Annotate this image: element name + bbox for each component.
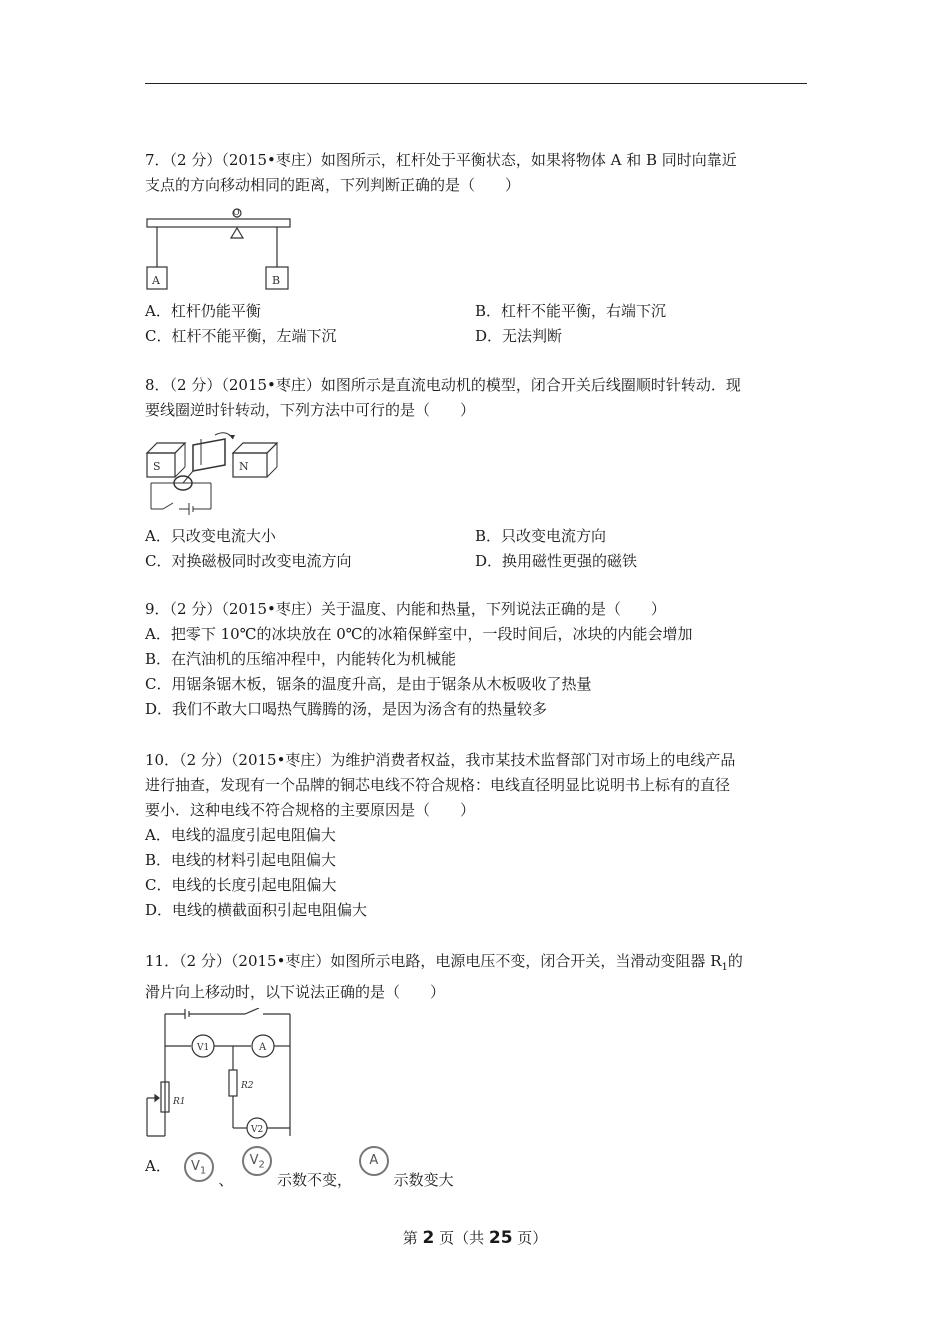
current-page-number: 2 <box>422 1228 435 1248</box>
block-a-label: A <box>152 274 160 287</box>
block-b-label: B <box>272 274 281 287</box>
voltmeter-v2-icon: $V_2$ <box>242 1146 272 1176</box>
q7-line2: 支点的方向移动相同的距离，下列判断正确的是（ ） <box>145 176 521 194</box>
q11-option-a-text1: 示数不变， <box>276 1171 352 1189</box>
header-rule <box>145 83 807 84</box>
lever-pivot-label: O <box>233 208 240 217</box>
q7-option-b[interactable]: B．杠杆不能平衡，右端下沉 <box>475 302 667 320</box>
magnet-s-label: S <box>153 460 161 473</box>
q10-option-b[interactable]: B．电线的材料引起电阻偏大 <box>145 851 337 869</box>
circuit-v2-label: V2 <box>251 1125 264 1135</box>
q7-option-c[interactable]: C．杠杆不能平衡，左端下沉 <box>145 327 337 345</box>
q9-option-c[interactable]: C．用锯条锯木板，锯条的温度升高，是由于锯条从木板吸收了热量 <box>145 675 592 693</box>
motor-figure <box>145 425 285 517</box>
q7-options <box>145 299 807 349</box>
q7-line1: 7．（2 分）（2015•枣庄）如图所示，杠杆处于平衡状态，如果将物体 A 和 B 同时向靠近 <box>145 151 737 169</box>
q10-option-d[interactable]: D．电线的横截面积引起电阻偏大 <box>145 901 368 919</box>
question-7 <box>145 148 807 198</box>
magnet-n-label: N <box>239 460 249 473</box>
q8-line1: 8．（2 分）（2015•枣庄）如图所示是直流电动机的模型，闭合开关后线圈顺时针转动．现 <box>145 376 741 394</box>
q10-line1: 10．（2 分）（2015•枣庄）为维护消费者权益，我市某技术监督部门对市场上的电线产品 <box>145 751 736 769</box>
q7-option-a[interactable]: A．杠杆仍能平衡 <box>145 302 261 320</box>
question-9 <box>145 597 807 722</box>
circuit-figure <box>145 1008 295 1144</box>
q9-option-b[interactable]: B．在汽油机的压缩冲程中，内能转化为机械能 <box>145 650 457 668</box>
total-page-number: 25 <box>488 1228 513 1248</box>
q10-line2: 进行抽查，发现有一个品牌的铜芯电线不符合规格：电线直径明显比说明书上标有的直径 <box>145 776 731 794</box>
q9-line1: 9．（2 分）（2015•枣庄）关于温度、内能和热量，下列说法正确的是（ ） <box>145 600 666 618</box>
q8-options <box>145 524 807 574</box>
q8-line2: 要线圈逆时针转动，下列方法中可行的是（ ） <box>145 401 476 419</box>
q9-option-d[interactable]: D．我们不敢大口喝热气腾腾的汤，是因为汤含有的热量较多 <box>145 700 548 718</box>
q11-option-a[interactable] <box>145 1152 807 1189</box>
q9-option-a[interactable]: A．把零下 10℃的冰块放在 0℃的冰箱保鲜室中，一段时间后，冰块的内能会增加 <box>145 625 693 643</box>
q11-option-a-sep: 、 <box>218 1171 234 1189</box>
question-11 <box>145 949 807 1005</box>
lever-figure <box>145 205 295 293</box>
ammeter-a-icon: A <box>359 1146 389 1176</box>
q8-option-d[interactable]: D．换用磁性更强的磁铁 <box>475 552 638 570</box>
q10-line3: 要小．这种电线不符合规格的主要原因是（ ） <box>145 801 476 819</box>
question-10 <box>145 748 807 923</box>
page-footer: 第 2 页（共 25 页） <box>402 1228 548 1248</box>
circuit-r1-label: R1 <box>173 1097 186 1107</box>
q11-line2: 滑片向上移动时，以下说法正确的是（ ） <box>145 983 446 1001</box>
q8-option-c[interactable]: C．对换磁极同时改变电流方向 <box>145 552 352 570</box>
circuit-r2-label: R2 <box>241 1081 254 1091</box>
q8-option-a[interactable]: A．只改变电流大小 <box>145 527 276 545</box>
q7-option-d[interactable]: D．无法判断 <box>475 327 563 345</box>
q11-option-a-text2: 示数变大 <box>393 1171 454 1189</box>
q11-line1: 11．（2 分）（2015•枣庄）如图所示电路，电源电压不变，闭合开关，当滑动变阻器 $R_1$的 <box>145 952 743 973</box>
question-8 <box>145 373 807 423</box>
q10-option-a[interactable]: A．电线的温度引起电阻偏大 <box>145 826 336 844</box>
q10-option-c[interactable]: C．电线的长度引起电阻偏大 <box>145 876 337 894</box>
circuit-a-label: A <box>259 1042 267 1053</box>
voltmeter-v1-icon: $V_1$ <box>184 1152 214 1182</box>
q11-option-a-label: A． <box>145 1157 171 1175</box>
circuit-v1-label: V1 <box>197 1043 210 1053</box>
q8-option-b[interactable]: B．只改变电流方向 <box>475 527 607 545</box>
